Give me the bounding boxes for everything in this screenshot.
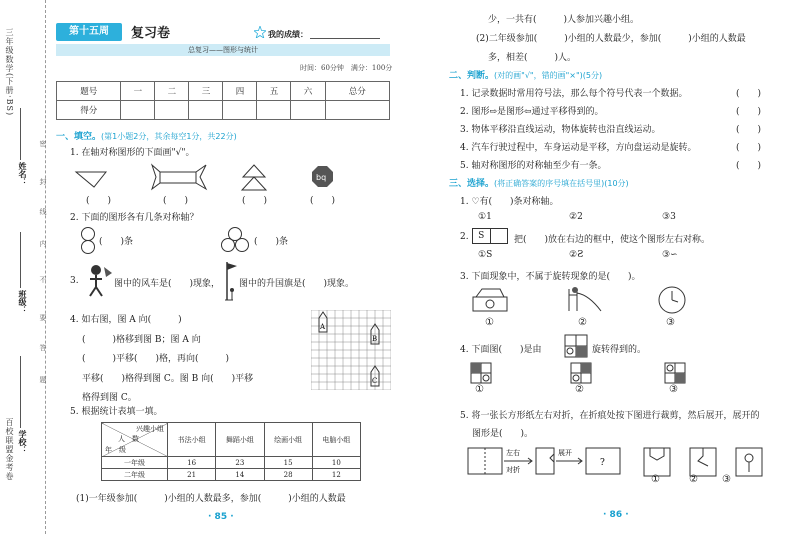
- q2-answer[interactable]: ( )条: [99, 237, 134, 247]
- q4-line: ( )平移( )格，再向( ): [82, 354, 230, 364]
- page-number-left: · 85 ·: [208, 512, 234, 522]
- judge-paren[interactable]: ( ): [736, 89, 762, 99]
- judge-item: 4. 汽车行驶过程中，车身运动是平移，方向盘运动是旋转。: [460, 143, 697, 153]
- question-1: 1. 在轴对称图形的下面画"√"。: [70, 148, 195, 158]
- flag-pole-image: [223, 260, 239, 302]
- name-line[interactable]: [20, 108, 21, 160]
- table-cell: 14: [216, 469, 264, 481]
- clock-icon: [656, 284, 688, 316]
- choice-option[interactable]: ③3: [662, 212, 676, 222]
- kite-shape: [76, 172, 106, 187]
- col-header: 绘画小组: [264, 423, 312, 457]
- score-cell[interactable]: [325, 101, 390, 120]
- sewing-machine-image: [470, 285, 510, 315]
- row-header: 二年级: [102, 469, 168, 481]
- option-mark[interactable]: ③: [669, 384, 678, 395]
- q5-part1-cont: 少，一共有( )人参加兴趣小组。: [488, 15, 640, 25]
- table-cell: 12: [312, 469, 360, 481]
- section-title: 一、填空。: [56, 132, 102, 142]
- table-cell: 得分: [57, 101, 121, 120]
- table-cell: 28: [264, 469, 312, 481]
- table-cell: 总分: [325, 82, 390, 101]
- two-circles-shape: [78, 226, 98, 256]
- stat-table: [101, 422, 361, 481]
- choice-q3: 3. 下面现象中，不属于旋转现象的是( )。: [460, 272, 641, 282]
- option-mark[interactable]: ②: [689, 474, 698, 485]
- table-cell: 五: [257, 82, 291, 101]
- judge-item: 2. 图形⇨是图形⇦通过平移得到的。: [460, 107, 604, 117]
- slide-image: [565, 285, 605, 315]
- choice-q4-b: 旋转得到的。: [592, 345, 647, 355]
- q2-answer[interactable]: ( )条: [254, 237, 289, 247]
- cut-char: 要: [39, 314, 47, 324]
- star-icon: [254, 26, 266, 38]
- score-cell[interactable]: [121, 101, 155, 120]
- cut-char: 封: [39, 178, 47, 188]
- table-cell: 三: [189, 82, 223, 101]
- question-2: 2. 下面的图形各有几条对称轴？: [70, 213, 199, 223]
- judge-paren[interactable]: ( ): [736, 107, 762, 117]
- option-mark[interactable]: ②: [578, 317, 587, 328]
- judge-item: 3. 物体平移沿直线运动，物体旋转也沿直线运动。: [460, 125, 661, 135]
- corner-top: 兴趣小组: [136, 425, 164, 433]
- table-cell: 六: [291, 82, 325, 101]
- q5-part1: (1)一年级参加( )小组的人数最多，参加( )小组的人数最: [76, 494, 346, 504]
- unfold-label: 展开: [558, 449, 572, 457]
- grid-label-b: B: [372, 335, 378, 343]
- table-cell: 二: [155, 82, 189, 101]
- question-5: 5. 根据统计表填一填。: [70, 407, 163, 417]
- col-header: 书法小组: [168, 423, 216, 457]
- paper-fold-diagram: [466, 444, 786, 488]
- choice-option[interactable]: ③∽: [662, 250, 678, 260]
- q1-paren[interactable]: ( ): [242, 196, 268, 206]
- option-mark[interactable]: ③: [722, 474, 731, 485]
- table-cell: 题号: [57, 82, 121, 101]
- section-note: (将正确答案的序号填在括号里)(10分): [494, 179, 629, 188]
- section-note: (第1小题2分，其余每空1分，共22分): [101, 132, 237, 141]
- cut-char: 题: [39, 376, 47, 386]
- score-cell[interactable]: [189, 101, 223, 120]
- q2-box-letter: S: [473, 229, 491, 243]
- q4-line: 4. 如右图，图 A 向( ): [70, 315, 182, 325]
- table-cell: 一: [121, 82, 155, 101]
- table-cell: 15: [264, 457, 312, 469]
- q4-option-figure: [470, 362, 492, 384]
- judge-item: 5. 轴对称图形的对称轴至少有一条。: [460, 161, 607, 171]
- question-4: [70, 311, 310, 409]
- score-field[interactable]: [268, 29, 380, 40]
- q4-grid: [311, 310, 391, 390]
- cut-char: 答: [39, 344, 47, 354]
- judge-paren[interactable]: ( ): [736, 125, 762, 135]
- q5-part2: (2)二年级参加( )小组的人数最少，参加( )小组的人数最: [476, 34, 746, 44]
- table-row: [57, 82, 390, 101]
- question-mark-label: ?: [600, 458, 605, 468]
- section-title: 二、判断。: [449, 71, 495, 81]
- corner-mid: 人 数: [118, 435, 139, 443]
- q1-paren[interactable]: ( ): [86, 196, 112, 206]
- choice-q1: 1. ♡有( )条对称轴。: [460, 197, 559, 207]
- school-line[interactable]: [20, 356, 21, 428]
- subtitle-band: 总复习——图形与统计: [56, 44, 390, 56]
- table-row: [102, 457, 361, 469]
- windmill-boy-image: [80, 263, 116, 299]
- q5-part2-cont: 多，相差( )人。: [488, 53, 577, 63]
- cut-char: 密: [39, 140, 47, 150]
- option-mark[interactable]: ①: [475, 384, 484, 395]
- corner-bot: 年 级: [105, 446, 126, 454]
- binding-strip: [0, 0, 46, 534]
- section-2-heading: [449, 68, 602, 81]
- q2-box-empty[interactable]: [491, 229, 508, 243]
- q1-figures: [74, 163, 374, 195]
- time-info: 时间：60分钟 满分：100分: [300, 64, 393, 72]
- score-table: [56, 81, 390, 120]
- option-mark[interactable]: ③: [666, 317, 675, 328]
- class-label: 班级：: [18, 290, 28, 314]
- fold-label-2: 对折: [506, 466, 520, 474]
- series-label: 三年级数学(下册·BS): [5, 28, 14, 117]
- rotation-source-figure: [564, 334, 590, 358]
- section-note: (对的画"√"，错的画"×")(5分): [494, 71, 603, 80]
- score-cell[interactable]: [291, 101, 325, 120]
- cut-char: 不: [39, 276, 47, 286]
- choice-q5-a: 5. 将一张长方形纸左右对折，在折痕处按下图进行裁剪，然后展开，展开的: [460, 411, 760, 421]
- score-cell[interactable]: [257, 101, 291, 120]
- page-title: 复习卷: [131, 26, 171, 41]
- score-cell[interactable]: [223, 101, 257, 120]
- table-row: [102, 423, 361, 457]
- score-label: 我的成绩：: [268, 30, 308, 39]
- brand-label: 百校联盟金考卷: [5, 418, 14, 481]
- choice-q2: 把( )放在右边的框中，使这个图形左右对称。: [514, 235, 711, 245]
- page-number-right: · 86 ·: [603, 510, 629, 520]
- octagon-label: bq: [316, 173, 327, 182]
- choice-option[interactable]: ②2: [569, 212, 583, 222]
- choice-q5-b: 图形是( )。: [472, 429, 534, 439]
- row-header: 一年级: [102, 457, 168, 469]
- judge-paren[interactable]: ( ): [736, 161, 762, 171]
- q4-line: ( )格移到图 B；图 A 向: [82, 334, 201, 345]
- table-row: [102, 469, 361, 481]
- q2-box: [472, 228, 508, 244]
- table-cell: 21: [168, 469, 216, 481]
- choice-q2-number: 2.: [460, 232, 469, 242]
- choice-q4-a: 4. 下面图( )是由: [460, 345, 542, 355]
- section-title: 三、选择。: [449, 179, 495, 189]
- option-mark[interactable]: ①: [651, 474, 660, 485]
- q4-option-figure: [664, 362, 686, 384]
- cut-char: 线: [39, 208, 47, 218]
- section-3-heading: [449, 176, 629, 189]
- tree-shape: [242, 165, 266, 190]
- option-mark[interactable]: ②: [575, 384, 584, 395]
- grid-label-c: C: [372, 377, 378, 385]
- bow-shape: [152, 165, 206, 189]
- q3-flag: 图中的升国旗是( )现象。: [239, 279, 355, 289]
- q4-option-figure: [570, 362, 592, 384]
- table-cell: 10: [312, 457, 360, 469]
- section-1-heading: [56, 129, 237, 142]
- cut-char: 内: [39, 240, 47, 250]
- table-cell: 16: [168, 457, 216, 469]
- q1-paren[interactable]: ( ): [310, 196, 336, 206]
- judge-paren[interactable]: ( ): [736, 143, 762, 153]
- corner-cell: [102, 423, 168, 457]
- week-badge: 第十五周: [56, 23, 122, 41]
- q1-paren[interactable]: ( ): [163, 196, 189, 206]
- table-cell: 四: [223, 82, 257, 101]
- col-header: 舞蹈小组: [216, 423, 264, 457]
- q4-line: 平移( )格得到图 C。图 B 向( )平移: [82, 373, 254, 384]
- col-header: 电脑小组: [312, 423, 360, 457]
- fold-label-1: 左右: [506, 449, 520, 457]
- judge-item: 1. 记录数据时常用符号法，那么每个符号代表一个数据。: [460, 89, 688, 99]
- grid-label-a: A: [320, 323, 326, 331]
- table-row: [57, 101, 390, 120]
- q4-line: 格得到图 C。: [82, 393, 137, 403]
- score-cell[interactable]: [155, 101, 189, 120]
- name-label: 姓名：: [18, 162, 28, 186]
- q3-windmill: 图中的风车是( )现象，: [114, 279, 221, 289]
- three-circles-shape: [218, 226, 252, 254]
- choice-option[interactable]: ②Ƨ: [569, 250, 584, 260]
- choice-option[interactable]: ①1: [478, 212, 492, 222]
- q3-number: 3.: [70, 276, 79, 286]
- class-line[interactable]: [20, 232, 21, 288]
- option-mark[interactable]: ①: [485, 317, 494, 328]
- school-label: 学校：: [18, 430, 28, 454]
- choice-option[interactable]: ①S: [478, 250, 493, 260]
- table-cell: 23: [216, 457, 264, 469]
